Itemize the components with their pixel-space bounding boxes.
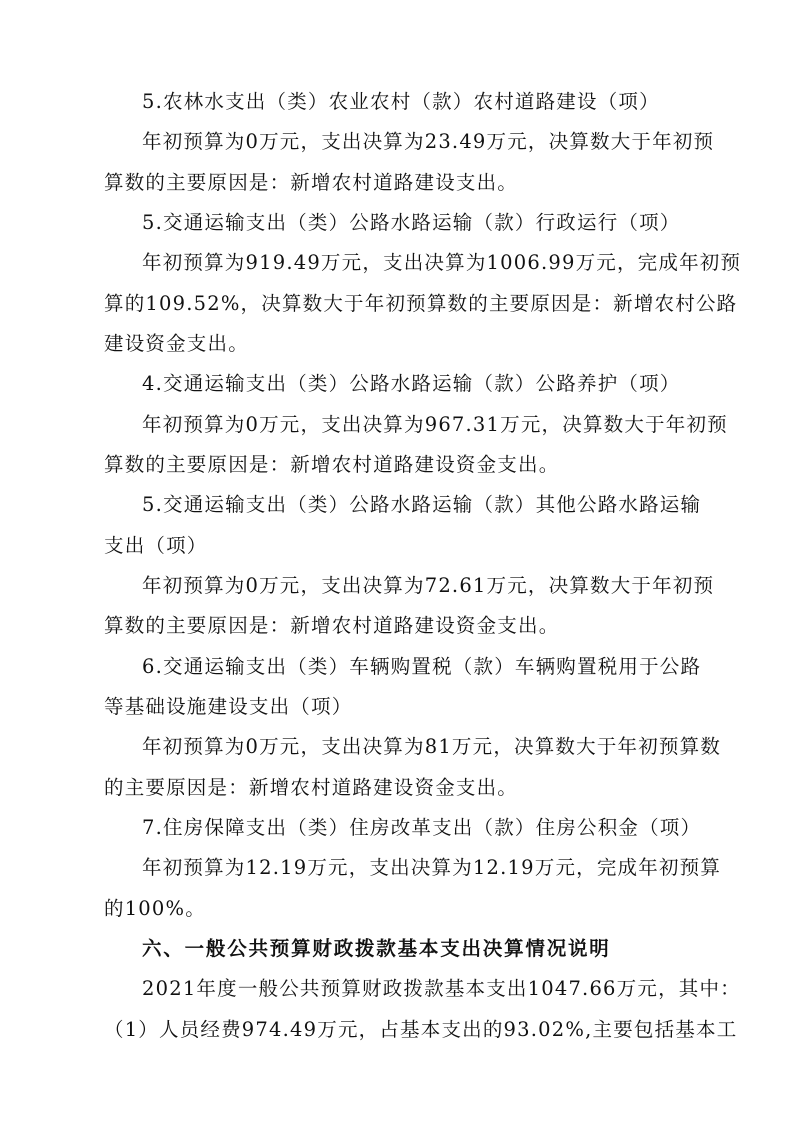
paragraph-line: 年初预算为12.19万元，支出决算为12.19万元，完成年初预算 bbox=[142, 856, 722, 879]
paragraph-line: 2021年度一般公共预算财政拨款基本支出1047.66万元，其中： bbox=[142, 977, 741, 1000]
item-title-housing-fund: 7.住房保障支出（类）住房改革支出（款）住房公积金（项） bbox=[142, 816, 702, 839]
item-title-admin-operation: 5.交通运输支出（类）公路水路运输（款）行政运行（项） bbox=[142, 211, 681, 234]
paragraph-line: 的主要原因是：新增农村道路建设资金支出。 bbox=[104, 776, 519, 799]
paragraph-line: 的100%。 bbox=[104, 897, 206, 920]
item-title-road-maintenance: 4.交通运输支出（类）公路水路运输（款）公路养护（项） bbox=[142, 372, 681, 395]
paragraph-line: 支出（项） bbox=[104, 534, 208, 557]
paragraph-line: 年初预算为0万元，支出决算为81万元，决算数大于年初预算数 bbox=[142, 735, 722, 758]
item-title-other-road-transport: 5.交通运输支出（类）公路水路运输（款）其他公路水路运输 bbox=[142, 493, 702, 516]
paragraph-line: 算数的主要原因是：新增农村道路建设支出。 bbox=[104, 171, 519, 194]
section-heading-six: 六、一般公共预算财政拨款基本支出决算情况说明 bbox=[142, 937, 611, 960]
paragraph-line: 年初预算为0万元，支出决算为967.31万元，决算数大于年初预 bbox=[142, 413, 728, 436]
paragraph-line: 年初预算为0万元，支出决算为23.49万元，决算数大于年初预 bbox=[142, 130, 715, 153]
item-title-vehicle-tax: 6.交通运输支出（类）车辆购置税（款）车辆购置税用于公路 bbox=[142, 655, 702, 678]
paragraph-line: 等基础设施建设支出（项） bbox=[104, 695, 353, 718]
paragraph-line: 年初预算为0万元，支出决算为72.61万元，决算数大于年初预 bbox=[142, 574, 715, 597]
paragraph-line: 建设资金支出。 bbox=[104, 332, 249, 355]
paragraph-line: （1）人员经费974.49万元，占基本支出的93.02%,主要包括基本工 bbox=[104, 1018, 738, 1041]
paragraph-line: 算的109.52%，决算数大于年初预算数的主要原因是：新增农村公路 bbox=[104, 292, 738, 315]
paragraph-line: 年初预算为919.49万元，支出决算为1006.99万元，完成年初预 bbox=[142, 251, 742, 274]
paragraph-line: 算数的主要原因是：新增农村道路建设资金支出。 bbox=[104, 453, 560, 476]
paragraph-line: 算数的主要原因是：新增农村道路建设资金支出。 bbox=[104, 614, 560, 637]
item-title-rural-road: 5.农林水支出（类）农业农村（款）农村道路建设（项） bbox=[142, 90, 660, 113]
